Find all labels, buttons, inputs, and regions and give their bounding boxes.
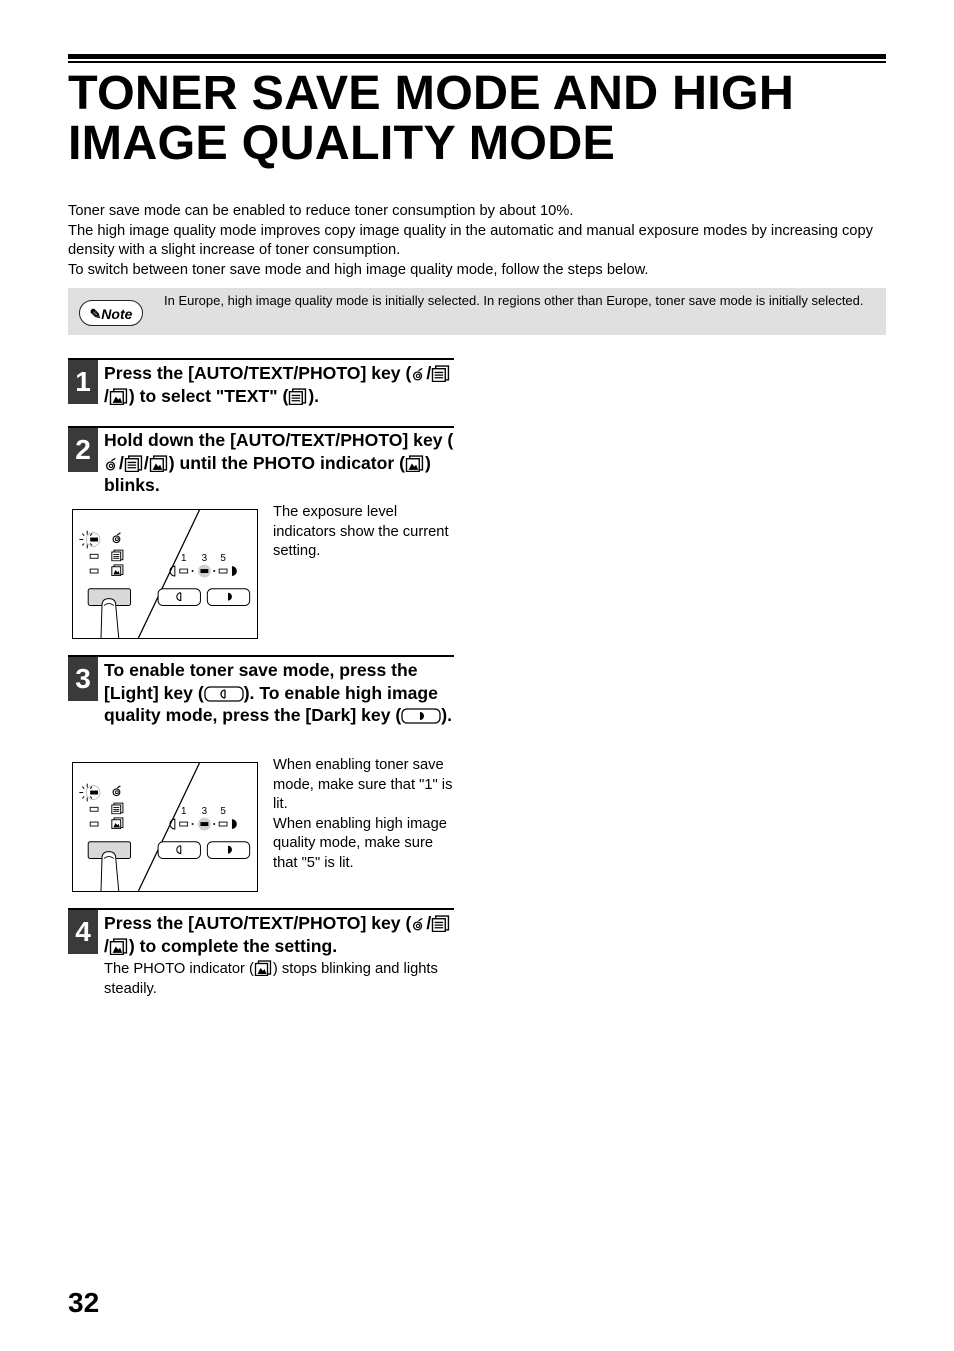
header-rule-thin [68, 61, 886, 63]
intro-paragraph: The high image quality mode improves copy image quality in the automatic and manual exposure modes by increasing copy density with a slight increase of toner consumption. [68, 222, 873, 258]
step-1-text: Press the [AUTO/TEXT/PHOTO] key ( // ) to select "TEXT" ( ). [104, 362, 454, 407]
text-icon [431, 365, 451, 382]
page-number: 32 [68, 1287, 100, 1318]
note-badge: ✎Note [79, 300, 143, 326]
photo-icon [254, 960, 273, 976]
step-rule [68, 358, 454, 360]
step-4-text: Press the [AUTO/TEXT/PHOTO] key ( // ) to complete the setting. [104, 912, 454, 957]
light-key-icon [204, 686, 244, 702]
intro-text [68, 202, 886, 280]
text-icon [124, 455, 144, 472]
step-number: 3 [68, 657, 98, 701]
step-number: 2 [68, 428, 98, 472]
step-3-side-text: When enabling toner save mode, make sure that "1" is lit. When enabling high image quality mode, make sure that "5" is lit. [273, 757, 453, 871]
header-rule-thick [68, 54, 886, 59]
pencil-icon: ✎ [89, 306, 102, 322]
step-2-side-text: The exposure level indicators show the current setting. [273, 504, 449, 559]
page-title: TONER SAVE MODE AND HIGH IMAGE QUALITY MODE [68, 66, 795, 170]
auto-icon [411, 367, 426, 382]
auto-icon [411, 917, 426, 932]
step-number: 4 [68, 910, 98, 954]
step-4-sub-text: The PHOTO indicator ( ) stops blinking and lights steadily. [104, 961, 438, 997]
photo-icon [109, 938, 129, 955]
intro-paragraph: To switch between toner save mode and high image quality mode, follow the steps below. [68, 261, 649, 278]
auto-icon [104, 457, 119, 472]
control-panel-illustration [72, 509, 258, 639]
intro-paragraph: Toner save mode can be enabled to reduce toner consumption by about 10%. [68, 203, 574, 219]
photo-icon [405, 455, 425, 472]
photo-icon [109, 388, 129, 405]
text-icon [288, 388, 308, 405]
step-rule [68, 655, 454, 657]
step-3-text: To enable toner save mode, press the [Light] key ( ). To enable high image quality mode, press the [Dark] key ( ). [104, 660, 452, 725]
note-text: In Europe, high image quality mode is initially selected. In regions other than Europe, toner save mode is initially selected. [164, 293, 864, 308]
step-2-text: Hold down the [AUTO/TEXT/PHOTO] key (/ / ) until the PHOTO indicator ( ) blinks. [104, 430, 454, 495]
step-rule [68, 426, 454, 428]
control-panel-illustration [72, 762, 258, 892]
note-box [68, 288, 886, 335]
step-rule [68, 908, 454, 910]
dark-key-icon [401, 708, 441, 724]
step-number: 1 [68, 360, 98, 404]
photo-icon [149, 455, 169, 472]
text-icon [431, 915, 451, 932]
